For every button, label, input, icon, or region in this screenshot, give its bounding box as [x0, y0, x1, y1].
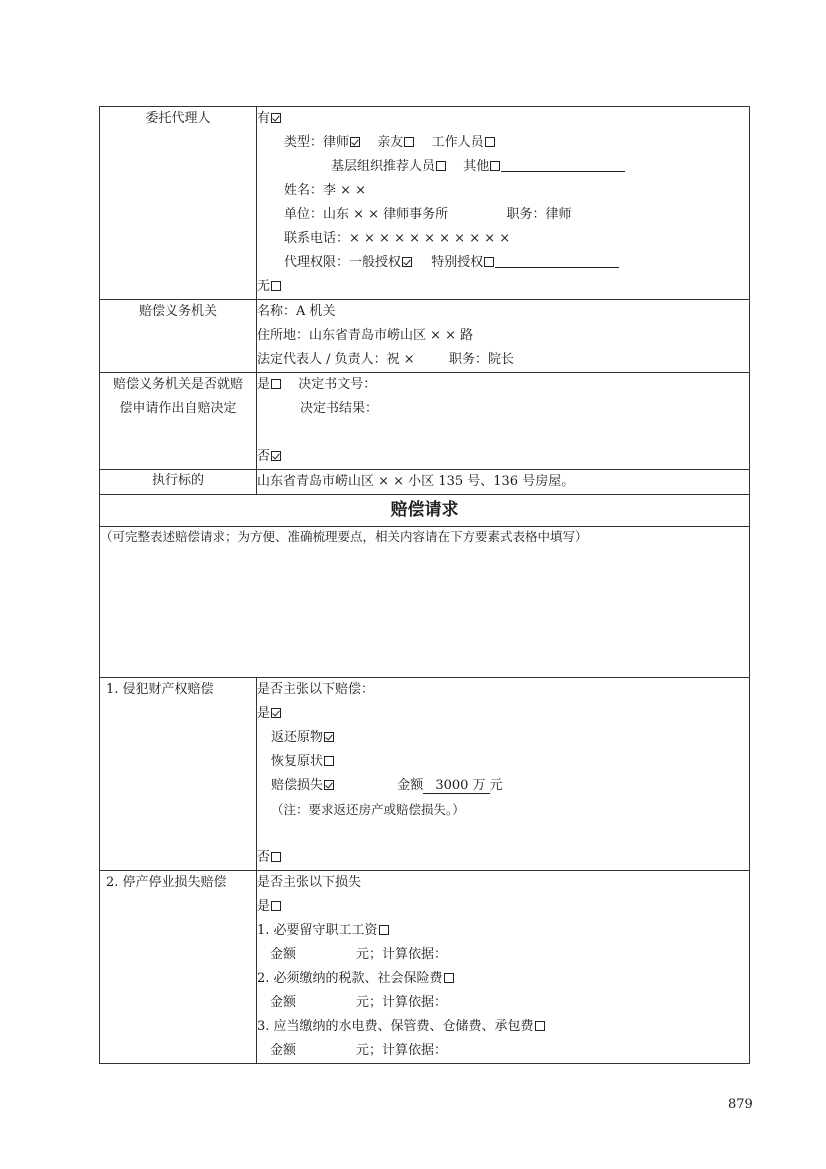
suspension-item3: 3. 应当缴纳的水电费、保管费、仓储费、承包费	[257, 1019, 534, 1034]
suspension-item1-amount-label: 金额	[270, 947, 297, 962]
target-text: 山东省青岛市崂山区 × × 小区 135 号、136 号房屋。	[257, 474, 575, 489]
agent-type-lawyer-checkbox[interactable]	[350, 137, 360, 147]
agent-position: 职务：律师	[506, 207, 572, 222]
suspension-item1: 1. 必要留守职工工资	[257, 923, 378, 938]
agent-authority-general-checkbox[interactable]	[402, 257, 412, 267]
claim-note-text: （可完整表述赔偿请求；为方便、准确梳理要点，相关内容请在下方要素式表格中填写）	[100, 529, 588, 544]
property-amount-label: 金额	[397, 778, 424, 793]
decision-no-label: 否	[257, 449, 271, 464]
property-remark: （注：要求返还房产或赔偿损失。）	[271, 802, 465, 817]
decision-value	[257, 373, 750, 470]
decision-result: 决定书结果：	[300, 401, 379, 416]
property-amount-unit: 元	[489, 778, 503, 793]
agent-type-grassroots: 基层组织推荐人员	[331, 159, 436, 174]
decision-no-checkbox[interactable]	[271, 451, 281, 461]
suspension-item3-checkbox[interactable]	[535, 1021, 545, 1031]
suspension-yes-label: 是	[257, 899, 271, 914]
agent-phone: 联系电话：× × × × × × × × × × ×	[284, 231, 511, 246]
obligor-row	[100, 300, 750, 373]
agent-type-lawyer: 类型：律师	[284, 135, 350, 150]
decision-row	[100, 373, 750, 470]
suspension-value	[257, 871, 750, 1064]
agent-type-other-blank[interactable]	[501, 157, 625, 172]
agent-type-other-checkbox[interactable]	[490, 161, 500, 171]
decision-label-line1: 赔偿义务机关是否就赔	[112, 377, 243, 392]
form-table	[99, 106, 750, 1064]
agent-none-label: 无	[257, 279, 271, 294]
property-amount-value[interactable]: 3000 万	[423, 778, 489, 794]
suspension-item3-amount-label: 金额	[270, 1043, 297, 1058]
agent-type-relative-checkbox[interactable]	[404, 137, 414, 147]
suspension-item1-checkbox[interactable]	[379, 925, 389, 935]
agent-type-other: 其他	[463, 159, 490, 174]
obligor-address: 住所地：山东省青岛市崂山区 × × 路	[257, 328, 474, 343]
property-restore-label: 恢复原状	[271, 754, 324, 769]
agent-has-label: 有	[257, 111, 271, 126]
property-loss-checkbox[interactable]	[324, 780, 334, 790]
suspension-item3-basis: 元；计算依据：	[356, 1043, 448, 1058]
agent-authority-special: 特别授权	[431, 255, 484, 270]
suspension-item2-amount-label: 金额	[270, 995, 297, 1010]
page-number: 879	[728, 1097, 753, 1112]
property-loss-label: 赔偿损失	[271, 778, 324, 793]
target-label: 执行标的	[100, 470, 257, 495]
suspension-row	[100, 871, 750, 1064]
claim-note-row	[100, 527, 750, 678]
suspension-label: 2. 停产停业损失赔偿	[100, 871, 257, 1064]
property-label: 1. 侵犯财产权赔偿	[100, 678, 257, 871]
suspension-item2: 2. 必须缴纳的税款、社会保险费	[257, 971, 443, 986]
agent-none-checkbox[interactable]	[271, 281, 281, 291]
agent-name: 姓名：李 × ×	[284, 183, 367, 198]
obligor-position: 职务：院长	[448, 352, 514, 367]
decision-label	[100, 373, 257, 470]
obligor-value	[257, 300, 750, 373]
agent-unit: 单位：山东 × × 律师事务所	[284, 207, 449, 222]
agent-type-staff-checkbox[interactable]	[485, 137, 495, 147]
property-no-label: 否	[257, 850, 271, 865]
agent-authority-special-blank[interactable]	[495, 253, 619, 268]
property-return-label: 返还原物	[271, 730, 324, 745]
claim-note-area[interactable]	[100, 527, 750, 678]
agent-row	[100, 107, 750, 300]
agent-has-checkbox[interactable]	[271, 113, 281, 123]
property-return-checkbox[interactable]	[324, 732, 334, 742]
target-value	[257, 470, 750, 495]
compensation-form	[99, 106, 749, 1064]
suspension-yes-checkbox[interactable]	[271, 901, 281, 911]
agent-type-relative: 亲友	[377, 135, 404, 150]
suspension-question: 是否主张以下损失	[257, 875, 362, 890]
obligor-name: 名称：A 机关	[257, 304, 336, 319]
suspension-item2-checkbox[interactable]	[444, 973, 454, 983]
target-row	[100, 470, 750, 495]
property-yes-label: 是	[257, 706, 271, 721]
property-value	[257, 678, 750, 871]
property-restore-checkbox[interactable]	[324, 756, 334, 766]
agent-label: 委托代理人	[100, 107, 257, 300]
obligor-representative: 法定代表人 / 负责人：祝 ×	[257, 352, 415, 367]
property-question: 是否主张以下赔偿：	[257, 682, 375, 697]
decision-yes-label: 是	[257, 377, 271, 392]
obligor-label: 赔偿义务机关	[100, 300, 257, 373]
agent-value	[257, 107, 750, 300]
claim-section-row	[100, 495, 750, 527]
suspension-item1-basis: 元；计算依据：	[356, 947, 448, 962]
agent-type-staff: 工作人员	[431, 135, 484, 150]
suspension-item2-basis: 元；计算依据：	[356, 995, 448, 1010]
decision-doc-no: 决定书文号：	[298, 377, 377, 392]
decision-label-line2: 偿申请作出自赔决定	[119, 401, 237, 416]
agent-authority-special-checkbox[interactable]	[484, 257, 494, 267]
property-row	[100, 678, 750, 871]
agent-authority-general: 代理权限：一般授权	[284, 255, 402, 270]
property-yes-checkbox[interactable]	[271, 708, 281, 718]
decision-yes-checkbox[interactable]	[271, 379, 281, 389]
property-no-checkbox[interactable]	[271, 852, 281, 862]
claim-section-title: 赔偿请求	[100, 495, 750, 527]
agent-type-grassroots-checkbox[interactable]	[436, 161, 446, 171]
